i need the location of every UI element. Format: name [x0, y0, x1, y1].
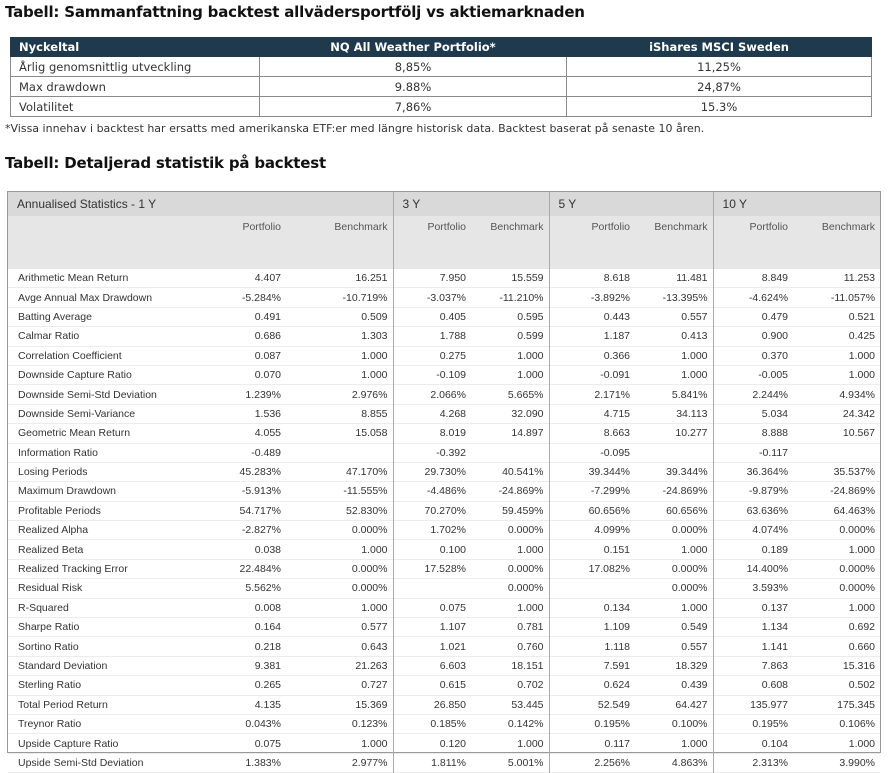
period-header-3y: 3 Y [393, 192, 549, 216]
summary-row [11, 97, 872, 117]
metric-value: 18.329 [675, 660, 708, 672]
summary-header-portfolio: NQ All Weather Portfolio* [260, 38, 567, 57]
metric-value: 0.151 [549, 540, 635, 559]
metric-value: -9.879% [713, 482, 793, 501]
metric-value: 1.000 [361, 349, 388, 362]
metric-value: 18.151 [511, 660, 544, 672]
metric-value: 1.134 [713, 618, 793, 637]
column-header: Benchmark [635, 216, 713, 269]
metric-value: 5.562% [245, 582, 281, 595]
period-header-row [8, 192, 880, 216]
metric-value: -13.395% [662, 291, 708, 304]
metric-value: 22.484% [239, 563, 281, 576]
metric-value: 0.075 [254, 737, 281, 750]
metric-value: 15.559 [511, 272, 544, 285]
metric-value: 7.950 [393, 269, 471, 288]
metric-value: 11.481 [676, 272, 708, 285]
column-header: Portfolio [713, 216, 793, 269]
metric-value: 15.058 [355, 427, 388, 440]
metric-value: 17.082% [549, 559, 635, 578]
summary-portfolio-value: 9.88% [260, 77, 567, 97]
metric-value: 1.107 [393, 618, 471, 637]
metric-value: 1.000 [681, 369, 708, 382]
metric-value: 0.557 [681, 640, 708, 653]
metric-value: 7.863 [713, 656, 793, 675]
table-row [8, 753, 880, 772]
metric-value: 2.244% [713, 385, 793, 404]
metric-value: 1.702% [393, 521, 471, 540]
metric-value: 1.000 [361, 601, 388, 614]
metric-value: -5.913% [241, 485, 281, 498]
metric-value: 2.171% [549, 385, 635, 404]
metric-value: -0.095 [549, 443, 635, 462]
table-row [8, 288, 880, 307]
metric-value: 0.599 [517, 330, 544, 343]
metric-value: 63.636% [713, 501, 793, 520]
metric-value: 5.841% [671, 388, 708, 401]
summary-table [10, 37, 872, 117]
detail-table [8, 192, 880, 773]
metric-label: Total Period Return [18, 698, 108, 711]
metric-value: 0.075 [393, 598, 471, 617]
metric-value: 0.087 [254, 349, 281, 362]
metric-value: -11.057% [830, 291, 876, 304]
metric-value: 0.195% [713, 714, 793, 733]
metric-value: 0.185% [393, 714, 471, 733]
metric-value: 0.595 [517, 310, 544, 323]
metric-value: 0.000% [839, 563, 876, 576]
metric-value: 0.425 [848, 330, 876, 343]
metric-value: 0.366 [549, 346, 635, 365]
metric-value: 0.702 [517, 679, 544, 692]
metric-value: 0.624 [549, 676, 635, 695]
metric-value: 0.660 [848, 640, 876, 653]
metric-value: 5.034 [713, 404, 793, 423]
metric-value: -0.392 [393, 443, 471, 462]
metric-label: Sterling Ratio [18, 679, 82, 692]
metric-value: 1.000 [517, 543, 544, 556]
metric-label: Sortino Ratio [18, 640, 79, 653]
metric-value: 64.463% [833, 504, 876, 517]
metric-value: 8.849 [713, 269, 793, 288]
metric-value: 8.618 [549, 269, 635, 288]
metric-value: 0.134 [549, 598, 635, 617]
metric-label: Realized Beta [18, 543, 84, 556]
metric-label: Information Ratio [18, 446, 98, 459]
metric-label: Realized Tracking Error [18, 563, 128, 576]
metric-value: 16.251 [355, 272, 388, 285]
metric-value: 1.000 [681, 737, 708, 750]
table-row [8, 404, 880, 423]
metric-value: -4.624% [713, 288, 793, 307]
column-header: Portfolio [393, 216, 471, 269]
table-row [8, 734, 880, 753]
metric-value: 1.187 [549, 327, 635, 346]
metric-value: 1.000 [517, 601, 544, 614]
metric-value: 4.074% [713, 521, 793, 540]
metric-value: 60.656% [666, 504, 708, 517]
metric-value: -24.869% [498, 485, 544, 498]
metric-value: 0.000% [351, 524, 388, 537]
metric-value: 0.370 [713, 346, 793, 365]
metric-value: 0.491 [254, 310, 281, 323]
metric-value: 34.113 [676, 407, 708, 420]
metric-value: -11.555% [343, 485, 388, 498]
table-row [8, 462, 880, 481]
column-header: Benchmark [471, 216, 549, 269]
metric-value: 4.099% [549, 521, 635, 540]
metric-value: 0.038 [254, 543, 281, 556]
metric-value: 0.218 [254, 640, 281, 653]
period-header-10y: 10 Y [713, 192, 880, 216]
column-header: Benchmark [286, 216, 393, 269]
metric-value: 54.717% [239, 504, 281, 517]
table-row [8, 424, 880, 443]
metric-label: Downside Semi-Variance [18, 407, 136, 420]
metric-value: 1.000 [848, 737, 876, 750]
metric-value: 2.976% [351, 388, 388, 401]
metric-value: -11.210% [499, 291, 544, 304]
metric-value: 0.577 [361, 621, 388, 634]
metric-value: 135.977 [713, 695, 793, 714]
summary-header-benchmark: iShares MSCI Sweden [567, 38, 872, 57]
metric-value: -0.109 [393, 365, 471, 384]
metric-value: 4.715 [549, 404, 635, 423]
metric-label: Arithmetic Mean Return [18, 272, 129, 285]
metric-value: 0.413 [681, 330, 708, 343]
table-row [8, 618, 880, 637]
metric-value [549, 579, 635, 598]
metric-value: 1.021 [393, 637, 471, 656]
detail-table-container [7, 191, 881, 769]
metric-value: 5.665% [507, 388, 544, 401]
metric-value: 1.000 [848, 543, 876, 556]
metric-value: 0.692 [848, 621, 876, 634]
metric-label: R-Squared [18, 601, 69, 614]
summary-benchmark-value: 15.3% [567, 97, 872, 117]
metric-value: 3.593% [713, 579, 793, 598]
metric-value: 1.000 [848, 349, 876, 362]
metric-value: 39.344% [549, 462, 635, 481]
metric-value: 5.001% [507, 756, 544, 769]
metric-value: 0.439 [681, 679, 708, 692]
table-row [8, 365, 880, 384]
metric-label: Profitable Periods [18, 504, 101, 517]
metric-value: 36.364% [713, 462, 793, 481]
metric-value: 47.170% [346, 466, 388, 479]
metric-value: -0.117 [713, 443, 793, 462]
metric-value: 53.445 [511, 698, 544, 711]
metric-value: 1.000 [361, 737, 388, 750]
metric-value: 0.265 [254, 679, 281, 692]
column-header-metric [8, 216, 194, 269]
metric-value: 1.788 [393, 327, 471, 346]
metric-value: 0.557 [681, 310, 708, 323]
table-row [8, 714, 880, 733]
metric-value: 26.850 [393, 695, 471, 714]
metric-label: Realized Alpha [18, 524, 89, 537]
metric-value: 0.123% [351, 718, 388, 731]
metric-value: 60.656% [549, 501, 635, 520]
summary-metric-label: Årlig genomsnittlig utveckling [11, 57, 260, 77]
metric-value: 0.000% [507, 563, 544, 576]
metric-value: 0.000% [351, 563, 388, 576]
metric-value: 59.459% [502, 504, 544, 517]
metric-value: 70.270% [393, 501, 471, 520]
column-header: Portfolio [549, 216, 635, 269]
summary-header-row [11, 38, 872, 57]
metric-label: Losing Periods [18, 466, 88, 479]
metric-value: 0.615 [393, 676, 471, 695]
metric-value: 1.000 [361, 543, 388, 556]
metric-value: 2.256% [549, 753, 635, 772]
metric-value: 1.000 [848, 601, 876, 614]
table-row [8, 559, 880, 578]
metric-value: 52.549 [549, 695, 635, 714]
metric-value: 2.977% [351, 756, 388, 769]
column-header: Portfolio [194, 216, 286, 269]
table-row [8, 637, 880, 656]
metric-label: Batting Average [18, 310, 92, 323]
table-row [8, 501, 880, 520]
metric-value: 2.313% [713, 753, 793, 772]
metric-value: -2.827% [241, 524, 281, 537]
metric-label: Calmar Ratio [18, 330, 80, 343]
metric-value: -0.091 [549, 365, 635, 384]
metric-value: 11.253 [843, 272, 876, 285]
metric-label: Standard Deviation [18, 660, 108, 672]
metric-label: Correlation Coefficient [18, 349, 122, 362]
metric-value: 0.120 [393, 734, 471, 753]
metric-value: 1.000 [517, 369, 544, 382]
metric-label: Treynor Ratio [18, 718, 82, 731]
metric-value: 0.900 [713, 327, 793, 346]
metric-value: 4.135 [254, 698, 281, 711]
metric-value [393, 579, 471, 598]
metric-value: 1.811% [393, 753, 471, 772]
metric-value: 4.934% [839, 388, 876, 401]
detail-title: Tabell: Detaljerad statistik på backtest [5, 154, 326, 172]
metric-value: 64.427 [675, 698, 708, 711]
table-row [8, 579, 880, 598]
table-row [8, 385, 880, 404]
metric-value: 0.164 [254, 621, 281, 634]
metric-label: Avge Annual Max Drawdown [18, 291, 153, 304]
metric-value: 10.567 [842, 427, 876, 440]
metric-value: 0.000% [351, 582, 388, 595]
metric-value: 1.109 [549, 618, 635, 637]
summary-title: Tabell: Sammanfattning backtest allvädersportfölj vs aktiemarknaden [5, 3, 585, 21]
column-header: Benchmark [793, 216, 880, 269]
metric-label: Upside Capture Ratio [18, 737, 119, 750]
metric-value: 0.000% [839, 524, 876, 537]
table-row [8, 443, 880, 462]
metric-value: 0.117 [549, 734, 635, 753]
metric-value: 0.189 [713, 540, 793, 559]
metric-value: -10.719% [342, 291, 388, 304]
metric-label: Sharpe Ratio [18, 621, 80, 634]
metric-value: 4.268 [393, 404, 471, 423]
metric-value: 0.104 [713, 734, 793, 753]
metric-value: -7.299% [549, 482, 635, 501]
metric-value: 1.141 [713, 637, 793, 656]
metric-value: 15.316 [842, 660, 876, 672]
metric-value: -0.005 [713, 365, 793, 384]
table-row [8, 521, 880, 540]
metric-value: 0.106% [839, 718, 876, 731]
summary-header-metric: Nyckeltal [11, 38, 260, 57]
table-row [8, 482, 880, 501]
metric-value: 0.100% [671, 718, 708, 731]
metric-value: 52.830% [346, 504, 388, 517]
summary-metric-label: Volatilitet [11, 97, 260, 117]
metric-value: 1.000 [681, 543, 708, 556]
footnote: *Vissa innehav i backtest har ersatts med amerikanska ETF:er med längre historisk data. Backtest baserat på senaste 10 åren. [5, 122, 705, 135]
summary-metric-label: Max drawdown [11, 77, 260, 97]
metric-value: 14.897 [511, 427, 544, 440]
metric-value [635, 443, 713, 462]
metric-value: 0.405 [393, 307, 471, 326]
metric-value: 9.381 [254, 660, 281, 672]
summary-benchmark-value: 24,87% [567, 77, 872, 97]
table-row [8, 269, 880, 288]
metric-value: 1.118 [549, 637, 635, 656]
metric-value: 0.142% [507, 718, 544, 731]
table-row [8, 540, 880, 559]
metric-value: 1.383% [245, 756, 281, 769]
metric-value: 0.509 [361, 310, 388, 323]
metric-value: -24.869% [830, 485, 876, 498]
metric-label: Residual Risk [18, 582, 83, 595]
table-row [8, 327, 880, 346]
metric-value: 1.239% [245, 388, 281, 401]
metric-value: 8.855 [361, 407, 388, 420]
metric-value: 0.760 [517, 640, 544, 653]
metric-label: Maximum Drawdown [18, 485, 117, 498]
metric-label: Geometric Mean Return [18, 427, 131, 440]
table-row [8, 695, 880, 714]
summary-portfolio-value: 7,86% [260, 97, 567, 117]
metric-value: 6.603 [393, 656, 471, 675]
metric-value [286, 443, 393, 462]
metric-value: 0.521 [848, 310, 876, 323]
metric-value: 0.000% [671, 524, 708, 537]
metric-value: 0.275 [393, 346, 471, 365]
summary-portfolio-value: 8,85% [260, 57, 567, 77]
metric-value: 29.730% [393, 462, 471, 481]
metric-value: 0.549 [681, 621, 708, 634]
metric-value: 175.345 [837, 698, 876, 711]
metric-value: 0.195% [549, 714, 635, 733]
metric-value: 2.066% [393, 385, 471, 404]
metric-value: 0.100 [393, 540, 471, 559]
metric-value: 1.000 [517, 737, 544, 750]
metric-value: -3.892% [549, 288, 635, 307]
table-row [8, 346, 880, 365]
metric-value: -0.489 [251, 446, 281, 459]
metric-value: 1.000 [848, 369, 876, 382]
metric-value: 39.344% [666, 466, 708, 479]
metric-value: 1.000 [681, 349, 708, 362]
period-header-5y: 5 Y [549, 192, 713, 216]
metric-value: 4.863% [671, 756, 708, 769]
metric-value: 0.000% [671, 582, 708, 595]
metric-value: 35.537% [833, 466, 876, 479]
metric-value: 0.643 [361, 640, 388, 653]
metric-value: 0.479 [713, 307, 793, 326]
metric-value: 0.070 [254, 369, 281, 382]
metric-value: 0.443 [549, 307, 635, 326]
metric-value: 3.990% [839, 756, 876, 769]
metric-value: -3.037% [393, 288, 471, 307]
metric-value [793, 443, 880, 462]
metric-value [471, 443, 549, 462]
metric-value: -24.869% [662, 485, 708, 498]
metric-value: 0.781 [517, 621, 544, 634]
metric-value: 4.407 [254, 272, 281, 285]
metric-value: 40.541% [502, 466, 544, 479]
metric-value: 8.663 [549, 424, 635, 443]
metric-value: 0.000% [839, 582, 876, 595]
metric-value: 8.888 [713, 424, 793, 443]
metric-value: 1.000 [361, 369, 388, 382]
metric-value: 4.055 [254, 427, 281, 440]
table-row [8, 307, 880, 326]
table-row [8, 598, 880, 617]
metric-label: Upside Semi-Std Deviation [18, 756, 144, 769]
summary-row [11, 57, 872, 77]
period-header-1y: Annualised Statistics - 1 Y [8, 192, 393, 216]
metric-value: 0.043% [245, 718, 281, 731]
summary-row [11, 77, 872, 97]
metric-value: -5.284% [241, 291, 281, 304]
metric-value: 17.528% [393, 559, 471, 578]
metric-value: 0.008 [254, 601, 281, 614]
metric-value: 10.277 [675, 427, 708, 440]
metric-value: 21.263 [355, 660, 388, 672]
table-row [8, 676, 880, 695]
metric-label: Downside Capture Ratio [18, 369, 132, 382]
metric-value: 0.000% [507, 582, 544, 595]
metric-value: -4.486% [393, 482, 471, 501]
metric-value: 32.090 [511, 407, 544, 420]
metric-value: 14.400% [713, 559, 793, 578]
metric-value: 24.342 [842, 407, 876, 420]
metric-value: 0.137 [713, 598, 793, 617]
summary-benchmark-value: 11,25% [567, 57, 872, 77]
metric-value: 45.283% [239, 466, 281, 479]
metric-value: 1.536 [254, 407, 281, 420]
metric-value: 8.019 [393, 424, 471, 443]
metric-value: 0.727 [361, 679, 388, 692]
column-header-row [8, 216, 880, 269]
metric-value: 0.502 [848, 679, 876, 692]
metric-value: 0.686 [254, 330, 281, 343]
table-row [8, 656, 880, 675]
metric-value: 1.000 [517, 349, 544, 362]
metric-value: 7.591 [549, 656, 635, 675]
metric-label: Downside Semi-Std Deviation [18, 388, 157, 401]
metric-value: 0.608 [713, 676, 793, 695]
metric-value: 1.000 [681, 601, 708, 614]
metric-value: 0.000% [507, 524, 544, 537]
metric-value: 15.369 [355, 698, 388, 711]
metric-value: 0.000% [671, 563, 708, 576]
metric-value: 1.303 [361, 330, 388, 343]
